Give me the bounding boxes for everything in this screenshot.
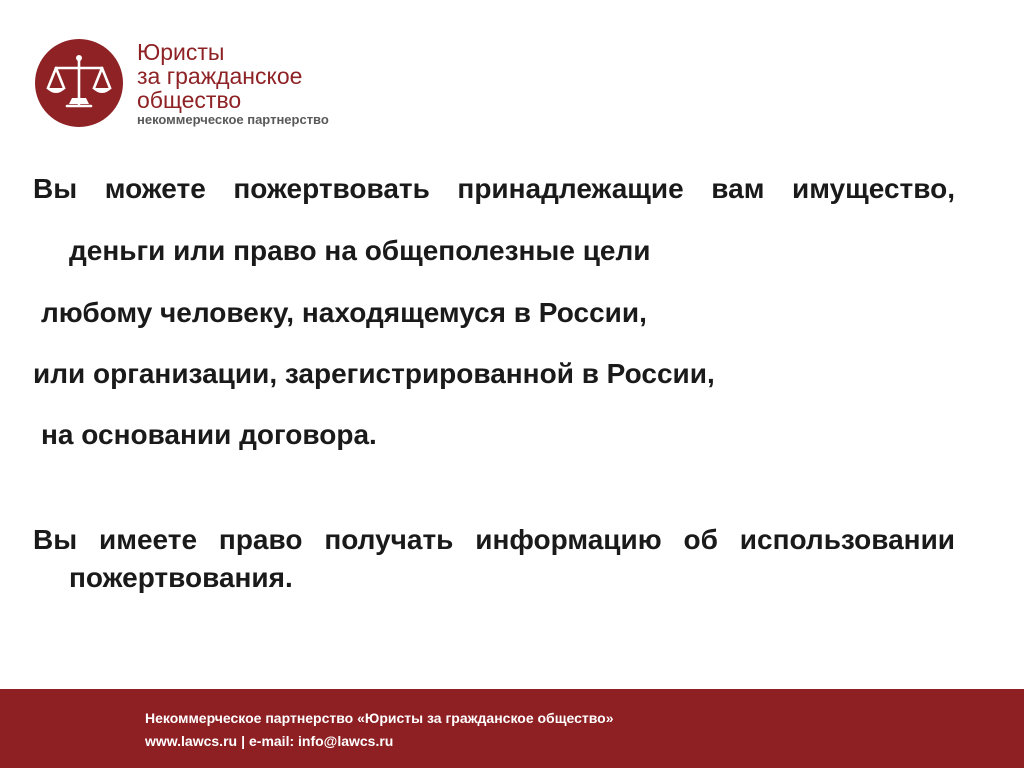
footer-separator: | [241, 733, 245, 749]
logo-title-line-2: за гражданское [137, 63, 303, 89]
slide-body [33, 158, 955, 597]
logo-title-line-1: Юристы [137, 39, 225, 65]
scales-of-justice-icon [34, 38, 124, 128]
footer-email-link[interactable]: e-mail: info@lawcs.ru [249, 733, 394, 749]
paragraph-organization: или организации, зарегистрированной в России, [33, 358, 715, 389]
paragraph-person: любому человеку, находящемуся в России, [41, 297, 647, 328]
paragraph-donation: Вы можете пожертвовать принадлежащие вам имущество, деньги или право на общеполезные цели [33, 173, 955, 266]
footer-website-link[interactable]: www.lawcs.ru [145, 733, 238, 749]
footer-organization: Некоммерческое партнерство «Юристы за гражданское общество» [145, 710, 614, 726]
logo [34, 38, 394, 130]
paragraph-contract: на основании договора. [41, 419, 377, 450]
paragraph-information-right: Вы имеете право получать информацию об использовании пожертвования. [33, 524, 955, 593]
footer-bar [0, 689, 1024, 768]
logo-title-line-3: общество [137, 87, 242, 113]
logo-subtitle: некоммерческое партнерство [137, 112, 329, 127]
footer-contacts [145, 733, 393, 749]
